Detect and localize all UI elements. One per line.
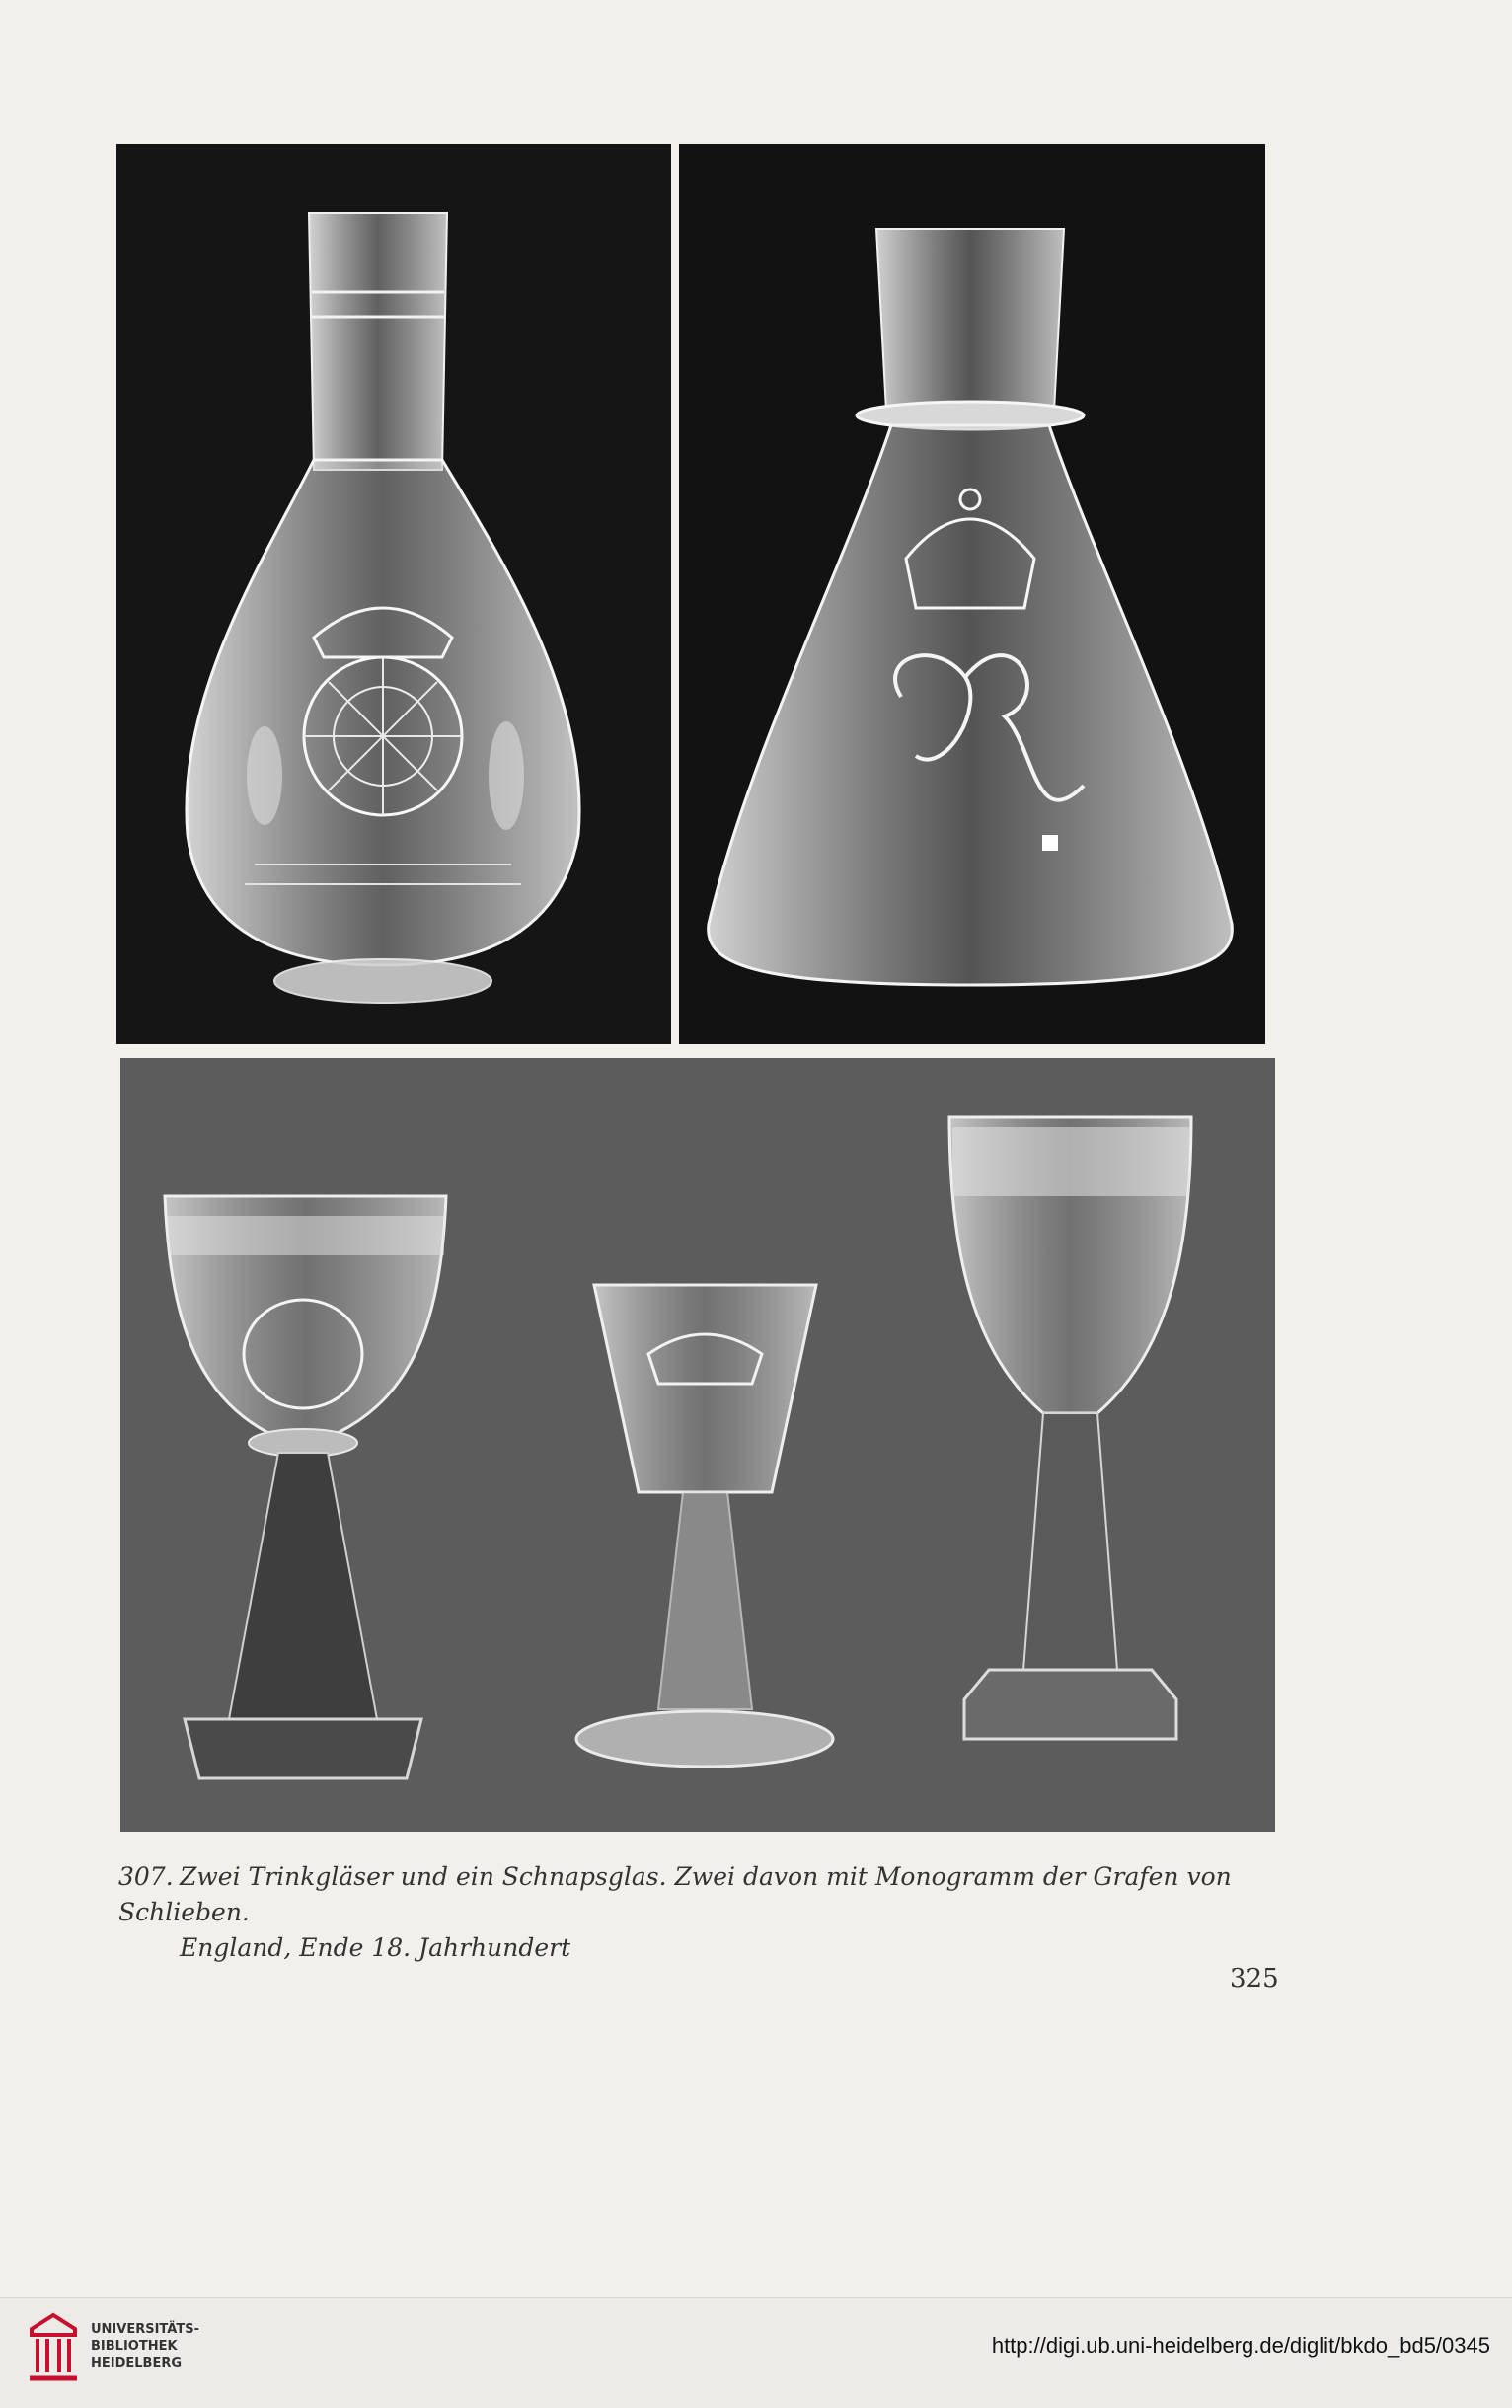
- caption-line-2: England, Ende 18. Jahrhundert: [180, 1933, 571, 1962]
- photo-engraved-bottle: [116, 144, 671, 1044]
- source-url-link[interactable]: http://digi.ub.uni-heidelberg.de/diglit/bkdo_bd5/0345: [991, 2333, 1490, 2358]
- photo-engraved-carafe: [679, 144, 1265, 1044]
- university-library-logo-icon: [26, 2309, 81, 2386]
- figure-number: 307.: [118, 1862, 174, 1891]
- figure-caption: [118, 1859, 1303, 1966]
- institution-line-3: HEIDELBERG: [91, 2356, 183, 2370]
- institution-line-2: BIBLIOTHEK: [91, 2339, 178, 2354]
- photo-three-glasses: [120, 1058, 1275, 1832]
- caption-line-1: Zwei Trinkgläser und ein Schnapsglas. Zwei davon mit Monogramm der Grafen von Schlieben.: [118, 1862, 1232, 1926]
- institution-line-1: UNIVERSITÄTS-: [91, 2322, 199, 2337]
- institution-name: [91, 2321, 199, 2371]
- page-number: 325: [1230, 1964, 1279, 1994]
